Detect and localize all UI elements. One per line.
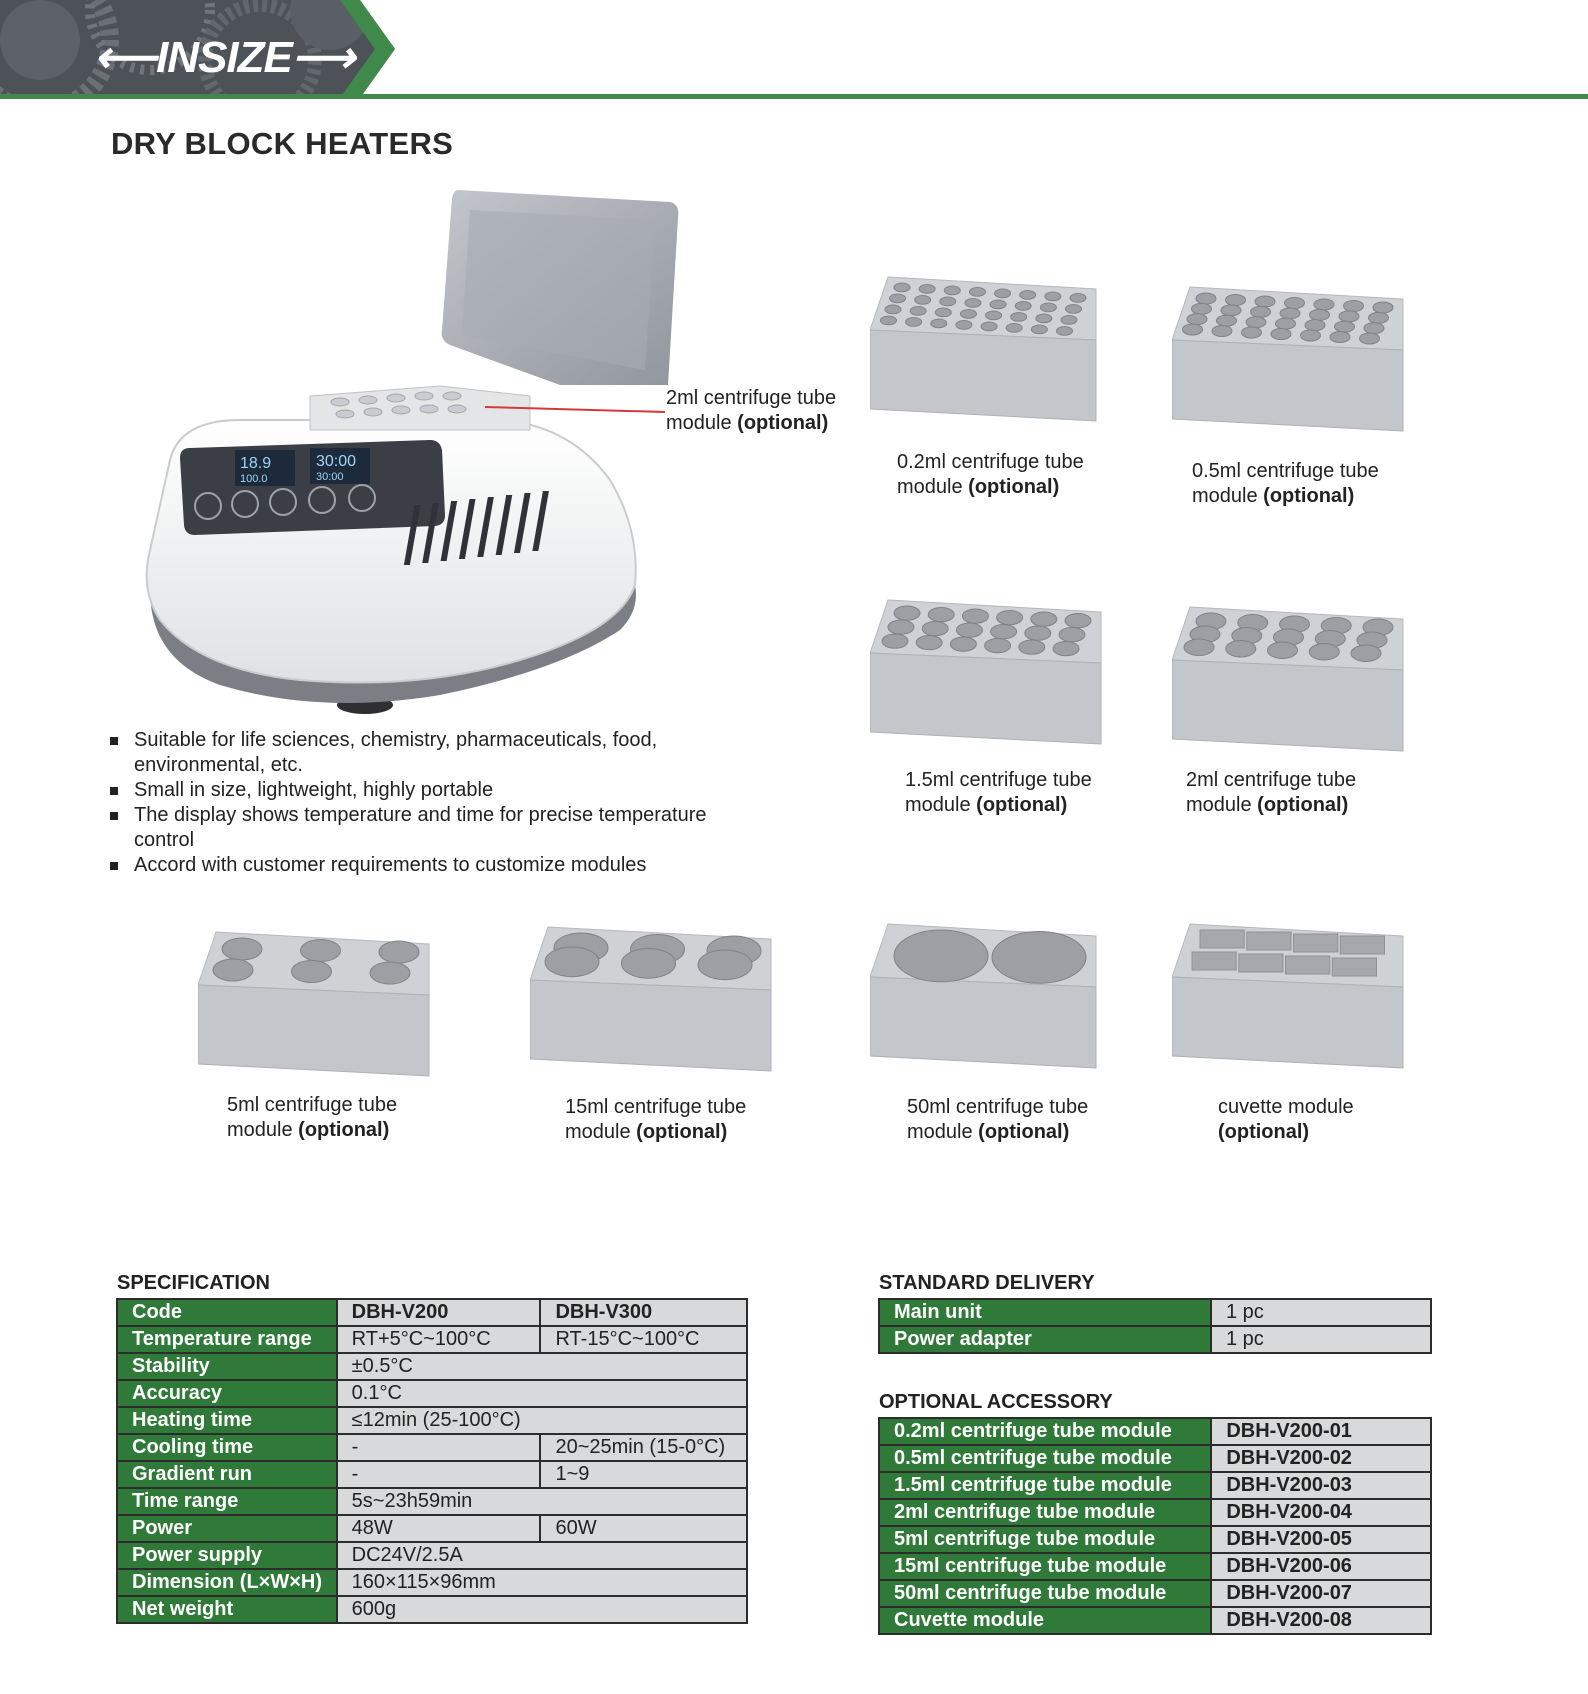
table-row: [879, 1580, 1431, 1607]
module-caption-line2: [1186, 793, 1356, 818]
row-value-cell: -: [337, 1434, 541, 1461]
row-label-cell: Gradient run: [117, 1461, 337, 1488]
row-value-cell: DBH-V200-06: [1211, 1553, 1431, 1580]
row-label-cell: Stability: [117, 1353, 337, 1380]
row-label-cell: Cooling time: [117, 1434, 337, 1461]
row-value-cell: 600g: [337, 1596, 747, 1623]
row-label-cell: 1.5ml centrifuge tube module: [879, 1472, 1211, 1499]
table-row: [879, 1418, 1431, 1445]
table-row: [117, 1461, 747, 1488]
row-value-cell: RT-15°C~100°C: [540, 1326, 747, 1353]
standard-delivery-table: [878, 1298, 1432, 1354]
row-label-cell: 15ml centrifuge tube module: [879, 1553, 1211, 1580]
module-block-image: [870, 922, 1100, 1072]
module-caption-optional: (optional): [636, 1121, 728, 1143]
row-label-cell: Power: [117, 1515, 337, 1542]
module-caption-line2: [227, 1118, 397, 1143]
row-value-cell: DBH-V200-05: [1211, 1526, 1431, 1553]
row-value-cell: RT+5°C~100°C: [337, 1326, 541, 1353]
row-value-cell: DBH-V300: [540, 1299, 747, 1326]
logo-text: INSIZE: [156, 33, 292, 82]
module-caption: [907, 1095, 1088, 1145]
display-time-set: 30:00: [316, 471, 344, 483]
module-block-image: [870, 598, 1105, 748]
table-row: [117, 1407, 747, 1434]
module-caption: [565, 1095, 746, 1145]
row-value-cell: DBH-V200-01: [1211, 1418, 1431, 1445]
module-caption: [897, 450, 1084, 500]
feature-item: Accord with customer requirements to customize modules: [110, 853, 710, 878]
row-label-cell: 5ml centrifuge tube module: [879, 1526, 1211, 1553]
row-value-cell: DBH-V200-02: [1211, 1445, 1431, 1472]
module-caption-text: module: [1192, 485, 1258, 507]
feature-item: Small in size, lightweight, highly portable: [110, 778, 710, 803]
row-label-cell: 0.2ml centrifuge tube module: [879, 1418, 1211, 1445]
feature-list: [110, 728, 710, 878]
row-label-cell: Time range: [117, 1488, 337, 1515]
module-caption-text: module: [565, 1121, 631, 1143]
display-time-current: 30:00: [316, 453, 357, 470]
module-caption-optional: (optional): [1257, 794, 1349, 816]
module-caption-line1: 15ml centrifuge tube: [565, 1096, 747, 1118]
module-caption-line1: 0.2ml centrifuge tube: [897, 451, 1084, 473]
module-caption-optional: (optional): [298, 1119, 390, 1141]
row-value-cell: 1 pc: [1211, 1326, 1431, 1353]
row-label-cell: Temperature range: [117, 1326, 337, 1353]
header-divider: [0, 94, 1588, 99]
module-caption-line2: [897, 475, 1084, 500]
module-block-image: [198, 930, 433, 1080]
callout-optional: (optional): [737, 412, 829, 434]
row-label-cell: 50ml centrifuge tube module: [879, 1580, 1211, 1607]
table-row: [879, 1499, 1431, 1526]
row-label-cell: 0.5ml centrifuge tube module: [879, 1445, 1211, 1472]
row-label-cell: Heating time: [117, 1407, 337, 1434]
module-caption: [905, 768, 1092, 818]
main-unit-callout: [666, 386, 836, 436]
row-value-cell: DC24V/2.5A: [337, 1542, 747, 1569]
module-caption-optional: (optional): [968, 476, 1060, 498]
row-value-cell: 5s~23h59min: [337, 1488, 747, 1515]
module-caption-line1: 5ml centrifuge tube: [227, 1094, 398, 1116]
row-value-cell: 48W: [337, 1515, 541, 1542]
module-caption-line2: [907, 1120, 1088, 1145]
row-value-cell: 0.1°C: [337, 1380, 747, 1407]
module-caption-text: module: [1186, 794, 1252, 816]
module-caption-text: module: [907, 1121, 973, 1143]
table-row: [117, 1542, 747, 1569]
table-row: [879, 1526, 1431, 1553]
row-label-cell: Net weight: [117, 1596, 337, 1623]
row-label-cell: Code: [117, 1299, 337, 1326]
module-caption-line2: [905, 793, 1092, 818]
row-label-cell: Main unit: [879, 1299, 1211, 1326]
row-label-cell: Cuvette module: [879, 1607, 1211, 1634]
display-temperature-set: 100.0: [240, 473, 268, 485]
row-value-cell: 160×115×96mm: [337, 1569, 747, 1596]
table-row: [117, 1596, 747, 1623]
callout-line2: module: [666, 412, 732, 434]
feature-item: Suitable for life sciences, chemistry, pharmaceuticals, food, environmental, etc.: [110, 728, 710, 778]
table-row: [879, 1553, 1431, 1580]
module-block-image: [1172, 605, 1407, 755]
module-caption-line1: 1.5ml centrifuge tube: [905, 769, 1092, 791]
module-block-image: [1172, 285, 1407, 435]
dry-block-heater-image: [140, 190, 720, 720]
module-caption-optional: (optional): [978, 1121, 1070, 1143]
table-row: [117, 1353, 747, 1380]
row-value-cell: -: [337, 1461, 541, 1488]
module-caption-text: module: [897, 476, 963, 498]
row-value-cell: DBH-V200-08: [1211, 1607, 1431, 1634]
row-value-cell: 20~25min (15-0°C): [540, 1434, 747, 1461]
page-title: DRY BLOCK HEATERS: [111, 126, 454, 161]
module-caption-line1: cuvette module: [1218, 1096, 1354, 1118]
module-caption-line1: 2ml centrifuge tube: [1186, 769, 1357, 791]
feature-item: The display shows temperature and time for precise temperature control: [110, 803, 710, 853]
table-row: [117, 1326, 747, 1353]
standard-delivery-title: STANDARD DELIVERY: [879, 1272, 1095, 1294]
module-block-image: [870, 275, 1100, 425]
module-caption-line2: [1218, 1120, 1354, 1145]
module-block-image: [1172, 922, 1407, 1072]
module-caption-line1: 0.5ml centrifuge tube: [1192, 460, 1379, 482]
table-row: [879, 1607, 1431, 1634]
table-row: [879, 1299, 1431, 1326]
row-value-cell: ≤12min (25-100°C): [337, 1407, 747, 1434]
specification-table: [116, 1298, 748, 1624]
module-caption-line2: [1192, 484, 1379, 509]
table-row: [117, 1434, 747, 1461]
table-row: [117, 1488, 747, 1515]
display-temperature-current: 18.9: [240, 455, 272, 472]
row-value-cell: DBH-V200-03: [1211, 1472, 1431, 1499]
row-value-cell: 1 pc: [1211, 1299, 1431, 1326]
row-value-cell: ±0.5°C: [337, 1353, 747, 1380]
module-caption: [1218, 1095, 1354, 1145]
specification-title: SPECIFICATION: [117, 1272, 270, 1294]
optional-accessory-table: [878, 1417, 1432, 1635]
table-row: [879, 1472, 1431, 1499]
table-row: [117, 1380, 747, 1407]
module-caption-optional: (optional): [1263, 485, 1355, 507]
row-value-cell: 60W: [540, 1515, 747, 1542]
module-caption-optional: (optional): [976, 794, 1068, 816]
row-value-cell: DBH-V200-04: [1211, 1499, 1431, 1526]
row-label-cell: 2ml centrifuge tube module: [879, 1499, 1211, 1526]
row-label-cell: Accuracy: [117, 1380, 337, 1407]
header-banner: [0, 0, 400, 98]
module-block-image: [530, 925, 775, 1075]
logo-right-arrow-icon: ⟶: [291, 33, 354, 82]
logo-left-arrow-icon: ⟵: [94, 33, 157, 82]
module-caption-text: module: [905, 794, 971, 816]
module-caption-line1: 50ml centrifuge tube: [907, 1096, 1089, 1118]
module-caption-optional: (optional): [1218, 1121, 1310, 1143]
row-label-cell: Power supply: [117, 1542, 337, 1569]
row-value-cell: 1~9: [540, 1461, 747, 1488]
row-value-cell: DBH-V200: [337, 1299, 541, 1326]
module-caption: [1186, 768, 1356, 818]
row-value-cell: DBH-V200-07: [1211, 1580, 1431, 1607]
table-row: [117, 1299, 747, 1326]
table-row: [117, 1515, 747, 1542]
callout-line1: 2ml centrifuge tube: [666, 387, 837, 409]
row-label-cell: Power adapter: [879, 1326, 1211, 1353]
table-row: [117, 1569, 747, 1596]
optional-accessory-title: OPTIONAL ACCESSORY: [879, 1391, 1113, 1413]
module-caption-text: module: [227, 1119, 293, 1141]
insize-logo: [94, 32, 354, 83]
row-label-cell: Dimension (L×W×H): [117, 1569, 337, 1596]
table-row: [879, 1445, 1431, 1472]
module-caption: [227, 1093, 397, 1143]
module-caption-line2: [565, 1120, 746, 1145]
module-caption: [1192, 459, 1379, 509]
table-row: [879, 1326, 1431, 1353]
